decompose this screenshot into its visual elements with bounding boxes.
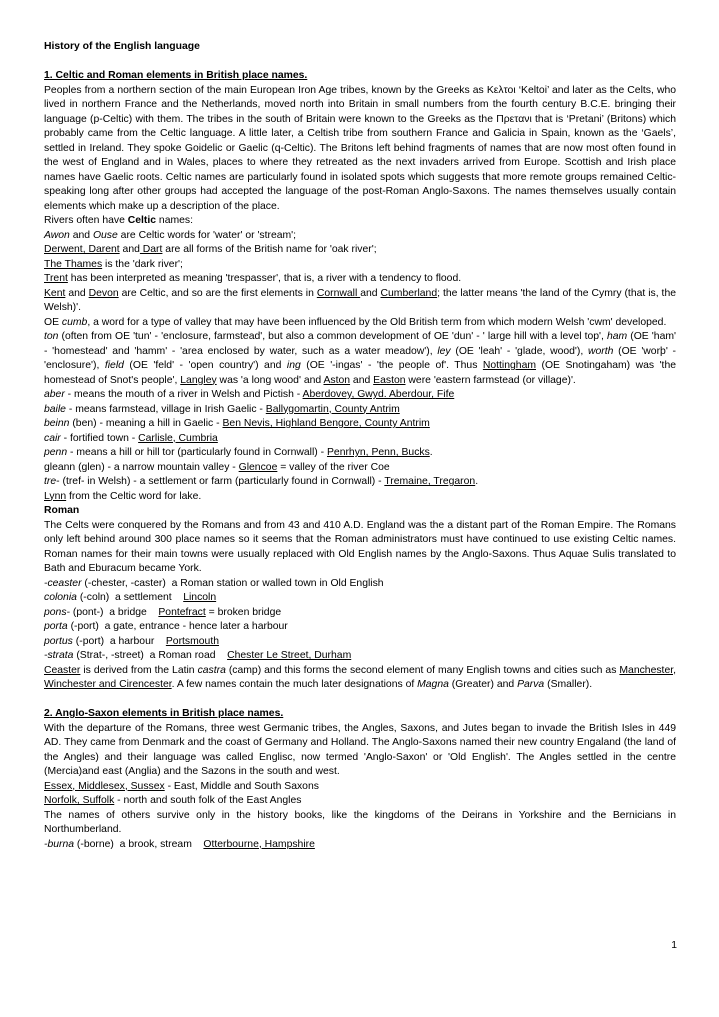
page-body <box>44 40 676 852</box>
lynn-line: Lynn from the Celtic word for lake. <box>44 490 202 502</box>
trent-line: Trent has been interpreted as meaning 'trespasser', that is, a river with a tendency to flood. <box>44 273 462 284</box>
ceaster-line: -ceaster (-chester, -caster) a Roman station or walled town in Old English <box>44 577 384 589</box>
page-number: 1 <box>671 940 677 951</box>
celtic-intro-paragraph: Peoples from a northern section of the main European Iron Age tribes, known by the Greeks as Κελτοι ‘Keltoi’ and later as the Celts, who lived in northern France and the Netherlands, moved north into Britain in small numbers from the fourth century B.C.E. bringing their language (p-Celtic) with them. The tribes in the south of Britain were known to the Greeks as the Πρετανι that is ‘Pretani’ (Britons) which probably came from the Celtic language. A little later, a Celtish tribe from southern France and Galicia in Spain, known as the ‘Gaels’, settled in Ireland. They spoke Goidelic or Gaelic (q-Celtic). The Britons left behind fragments of names that are now most often found in the west of England and in Wales, places to where they retreated as the next invaders arrived from Europe. Scottish and Irish place names have Gaelic roots. Celtic names are particularly found in isolated spots which suggests that more remote groups remained Celtic-speaking long after other groups had accepted the language of the post-Roman Anglo-Saxons. The names themselves usually contain elements which make up a description of the place. <box>44 84 676 212</box>
strata-line: -strata (Strat-, -street) a Roman road Chester Le Street, Durham <box>44 650 352 661</box>
section-heading-celtic-roman: 1. Celtic and Roman elements in British place names. <box>44 70 308 81</box>
colonia-line: colonia (-coln) a settlement Lincoln <box>44 592 217 603</box>
ceaster-paragraph: Ceaster is derived from the Latin castra (camp) and this forms the second element of many English towns and cities such as Manchester, Winchester and Cirencester. A few names contain the much later designations of Magna (Greater) and Parva (Smaller). <box>44 664 676 690</box>
roman-intro-paragraph: The Celts were conquered by the Romans and from 43 and 410 A.D. England was the a distant part of the Roman Empire. The Romans only left behind around 300 place names so it seems that the Roman administrators must have continued to use existing Celtic names. Roman names for their main towns were usually replaced with Old English names by the Anglo-Saxons. Thus Aquae Sulis translated to Bath and Eburacum became York. <box>44 519 676 574</box>
thames-line: The Thames is the 'dark river'; <box>44 258 183 270</box>
kent-paragraph: Kent and Devon are Celtic, and so are the first elements in Cornwall and Cumberland; the latter means 'the land of the Cymry (that is, the Welsh)'. <box>44 287 676 313</box>
gleann-line: gleann (glen) - a narrow mountain valley - Glencoe = valley of the river Coe <box>44 461 390 473</box>
cair-line: cair - fortified town - Carlisle, Cumbria <box>44 432 218 444</box>
porta-line: porta (-port) a gate, entrance - hence later a harbour <box>44 621 288 632</box>
cumb-paragraph: OE cumb, a word for a type of valley that may have been influenced by the Old British term from which modern Welsh 'cwm' developed. <box>44 316 667 328</box>
baile-line: baile - means farmstead, village in Irish Gaelic - Ballygomartin, County Antrim <box>44 403 400 415</box>
burna-line: -burna (-borne) a brook, stream Otterbourne, Hampshire <box>44 838 315 850</box>
beinn-line: beinn (ben) - meaning a hill in Gaelic - Ben Nevis, Highland Bengore, County Antrim <box>44 418 430 429</box>
penn-line: penn - means a hill or hill tor (particularly found in Cornwall) - Penrhyn, Penn, Bucks. <box>44 447 433 458</box>
ton-paragraph: ton (often from OE 'tun' - 'enclosure, farmstead', but also a common development of OE 'dun' - ' large hill with a level top', ham (OE 'ham' - 'homestead' and 'hamm' - 'area enclosed by water, such as a water meadow'), ley (OE 'leah' - 'glade, wood'), worth (OE 'worþ' - 'enclosure'), field (OE 'feld' - 'open country') and ing (OE '-ingas' - 'the people of'. Thus Nottingham (OE Snotingaham) was 'the homestead of Snot's people', Langley was 'a long wood' and Aston and Easton were 'eastern farmstead (or village)'. <box>44 331 677 386</box>
section-heading-anglo-saxon: 2. Anglo-Saxon elements in British place names. <box>44 708 284 719</box>
document-title: History of the English language <box>44 41 200 52</box>
tre-line: tre- (tref- in Welsh) - a settlement or farm (particularly found in Cornwall) - Tremaine, Tregaron. <box>44 476 479 487</box>
aber-line: aber - means the mouth of a river in Welsh and Pictish - Aberdovey, Gwyd. Aberdour, Fife <box>44 389 455 400</box>
rivers-line: Rivers often have Celtic names: <box>44 215 194 226</box>
pons-line: pons- (pont-) a bridge Pontefract = broken bridge <box>44 606 282 618</box>
norfolk-line: Norfolk, Suffolk - north and south folk of the East Angles <box>44 795 302 806</box>
essex-line: Essex, Middlesex, Sussex - East, Middle and South Saxons <box>44 780 319 792</box>
derwent-line: Derwent, Darent and Dart are all forms of the British name for 'oak river'; <box>44 244 377 255</box>
awon-line: Awon and Ouse are Celtic words for 'water' or 'stream'; <box>44 229 297 241</box>
portus-line: portus (-port) a harbour Portsmouth <box>44 635 220 647</box>
roman-heading: Roman <box>44 505 80 516</box>
others-paragraph: The names of others survive only in the history books, like the kingdoms of the Deirans in Yorkshire and the Bernicians in Northumberland. <box>44 809 676 835</box>
anglo-saxon-intro-paragraph: With the departure of the Romans, three west Germanic tribes, the Angles, Saxons, and Jutes began to invade the British Isles in 449 AD. They came from Denmark and the coast of Germany and Holland. The Anglo-Saxons named their new country Engaland (the land of the Angles) and their language was called Englisc, now termed 'Anglo-Saxon' or 'Old English'. The Angles settled in the centre (Mercia)and east (Anglia) and the Sazons in the south and west. <box>44 722 676 777</box>
